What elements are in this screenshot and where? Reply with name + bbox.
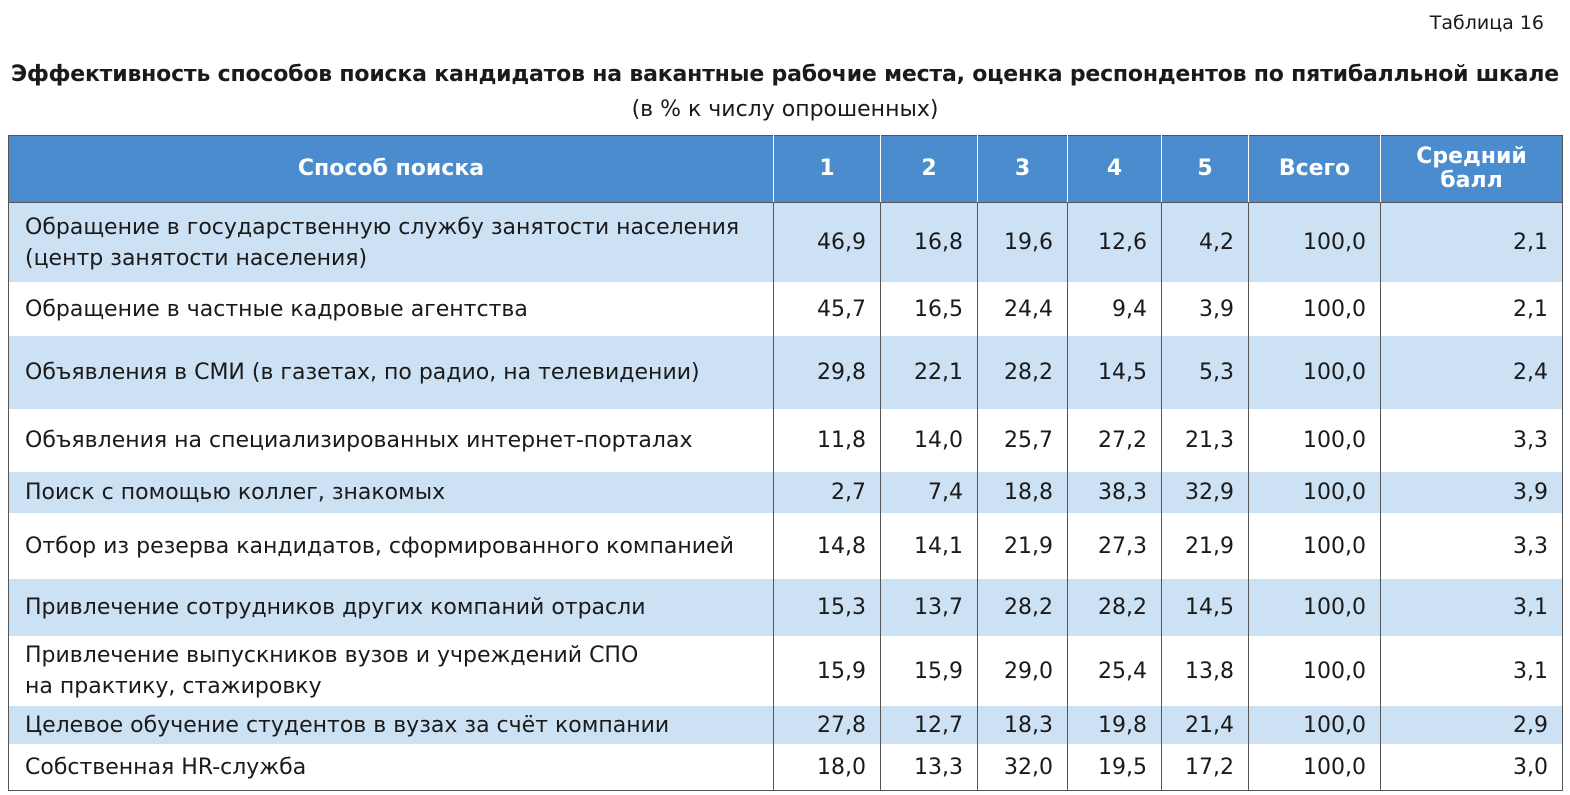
score-3-cell: 29,0 [978, 636, 1068, 706]
method-cell [9, 203, 774, 283]
average-cell: 2,1 [1381, 282, 1563, 336]
score-5-cell: 21,3 [1162, 409, 1249, 472]
score-4-cell: 25,4 [1068, 636, 1162, 706]
method-text-line: Привлечение выпускников вузов и учреждений СПО [25, 643, 639, 668]
score-2-cell: 16,5 [881, 282, 978, 336]
score-4-cell: 19,8 [1068, 706, 1162, 744]
score-1-cell: 18,0 [774, 744, 881, 791]
method-text-line: Обращение в частные кадровые агентства [25, 296, 528, 322]
header-row [9, 136, 1563, 203]
table-number-label: Таблица 16 [1429, 12, 1544, 34]
score-5-cell: 21,9 [1162, 513, 1249, 579]
table-title: Эффективность способов поиска кандидатов на вакантные рабочие места, оценка респондентов по пятибалльной шкале [11, 62, 1559, 87]
score-2-cell: 22,1 [881, 336, 978, 409]
score-3-cell: 19,6 [978, 203, 1068, 283]
score-3-cell: 21,9 [978, 513, 1068, 579]
header-score-4: 4 [1068, 136, 1162, 203]
table-subtitle: (в % к числу опрошенных) [631, 97, 939, 122]
header-method: Способ поиска [9, 136, 774, 203]
method-cell [9, 409, 774, 472]
score-3-cell: 32,0 [978, 744, 1068, 791]
method-cell [9, 472, 774, 513]
score-4-cell: 19,5 [1068, 744, 1162, 791]
score-1-cell: 46,9 [774, 203, 881, 283]
total-cell: 100,0 [1249, 636, 1381, 706]
method-text-line: Поиск с помощью коллег, знакомых [25, 480, 446, 505]
total-cell: 100,0 [1249, 513, 1381, 579]
score-5-cell: 17,2 [1162, 744, 1249, 791]
score-2-cell: 12,7 [881, 706, 978, 744]
table-row [9, 472, 1563, 513]
score-1-cell: 11,8 [774, 409, 881, 472]
average-cell: 2,9 [1381, 706, 1563, 744]
table-row [9, 636, 1563, 706]
header-total: Всего [1249, 136, 1381, 203]
score-5-cell: 4,2 [1162, 203, 1249, 283]
total-cell: 100,0 [1249, 282, 1381, 336]
method-text-line: Отбор из резерва кандидатов, сформированного компанией [25, 533, 734, 559]
table-row [9, 513, 1563, 579]
method-text-line: Целевое обучение студентов в вузах за счёт компании [25, 712, 670, 738]
score-3-cell: 28,2 [978, 336, 1068, 409]
score-1-cell: 15,3 [774, 579, 881, 636]
method-text-line: Объявления в СМИ (в газетах, по радио, на телевидении) [25, 360, 700, 385]
table-header [9, 136, 1563, 203]
total-cell: 100,0 [1249, 409, 1381, 472]
table-row [9, 579, 1563, 636]
score-5-cell: 3,9 [1162, 282, 1249, 336]
score-3-cell: 24,4 [978, 282, 1068, 336]
table-row [9, 336, 1563, 409]
score-5-cell: 13,8 [1162, 636, 1249, 706]
method-cell [9, 636, 774, 706]
score-1-cell: 29,8 [774, 336, 881, 409]
score-4-cell: 27,2 [1068, 409, 1162, 472]
total-cell: 100,0 [1249, 579, 1381, 636]
score-1-cell: 15,9 [774, 636, 881, 706]
score-5-cell: 5,3 [1162, 336, 1249, 409]
header-average-label: Средний балл [1416, 144, 1527, 193]
method-cell [9, 706, 774, 744]
score-4-cell: 27,3 [1068, 513, 1162, 579]
score-2-cell: 16,8 [881, 203, 978, 283]
score-5-cell: 32,9 [1162, 472, 1249, 513]
average-cell: 3,1 [1381, 579, 1563, 636]
method-text-line: Собственная HR-служба [25, 754, 307, 780]
score-2-cell: 7,4 [881, 472, 978, 513]
total-cell: 100,0 [1249, 744, 1381, 791]
average-cell: 2,1 [1381, 203, 1563, 283]
method-text-line: Объявления на специализированных интернет-порталах [25, 428, 693, 453]
table-row [9, 409, 1563, 472]
score-3-cell: 25,7 [978, 409, 1068, 472]
score-4-cell: 9,4 [1068, 282, 1162, 336]
score-5-cell: 21,4 [1162, 706, 1249, 744]
method-cell [9, 579, 774, 636]
table-row [9, 706, 1563, 744]
score-2-cell: 13,7 [881, 579, 978, 636]
total-cell: 100,0 [1249, 336, 1381, 409]
total-cell: 100,0 [1249, 706, 1381, 744]
method-text-line: Обращение в государственную службу занятости населения [25, 214, 740, 240]
average-cell: 3,3 [1381, 513, 1563, 579]
method-cell [9, 744, 774, 791]
average-cell: 3,9 [1381, 472, 1563, 513]
average-cell: 3,0 [1381, 744, 1563, 791]
header-average [1381, 136, 1563, 203]
average-cell: 3,1 [1381, 636, 1563, 706]
score-1-cell: 45,7 [774, 282, 881, 336]
score-2-cell: 15,9 [881, 636, 978, 706]
method-cell [9, 336, 774, 409]
header-score-2: 2 [881, 136, 978, 203]
method-text-line: Привлечение сотрудников других компаний отрасли [25, 595, 646, 620]
table-row [9, 744, 1563, 791]
method-cell [9, 513, 774, 579]
header-score-5: 5 [1162, 136, 1249, 203]
table-row [9, 282, 1563, 336]
score-1-cell: 14,8 [774, 513, 881, 579]
score-2-cell: 13,3 [881, 744, 978, 791]
score-3-cell: 28,2 [978, 579, 1068, 636]
table-row [9, 203, 1563, 283]
header-score-1: 1 [774, 136, 881, 203]
total-cell: 100,0 [1249, 203, 1381, 283]
score-5-cell: 14,5 [1162, 579, 1249, 636]
score-4-cell: 28,2 [1068, 579, 1162, 636]
header-score-3: 3 [978, 136, 1068, 203]
score-4-cell: 14,5 [1068, 336, 1162, 409]
data-table [8, 135, 1563, 791]
score-4-cell: 38,3 [1068, 472, 1162, 513]
score-1-cell: 2,7 [774, 472, 881, 513]
method-text-line: на практику, стажировку [25, 674, 322, 699]
score-3-cell: 18,8 [978, 472, 1068, 513]
average-cell: 2,4 [1381, 336, 1563, 409]
score-4-cell: 12,6 [1068, 203, 1162, 283]
score-1-cell: 27,8 [774, 706, 881, 744]
score-3-cell: 18,3 [978, 706, 1068, 744]
score-2-cell: 14,0 [881, 409, 978, 472]
average-cell: 3,3 [1381, 409, 1563, 472]
table-body [9, 203, 1563, 791]
total-cell: 100,0 [1249, 472, 1381, 513]
method-text-line: (центр занятости населения) [25, 245, 368, 271]
score-2-cell: 14,1 [881, 513, 978, 579]
method-cell [9, 282, 774, 336]
